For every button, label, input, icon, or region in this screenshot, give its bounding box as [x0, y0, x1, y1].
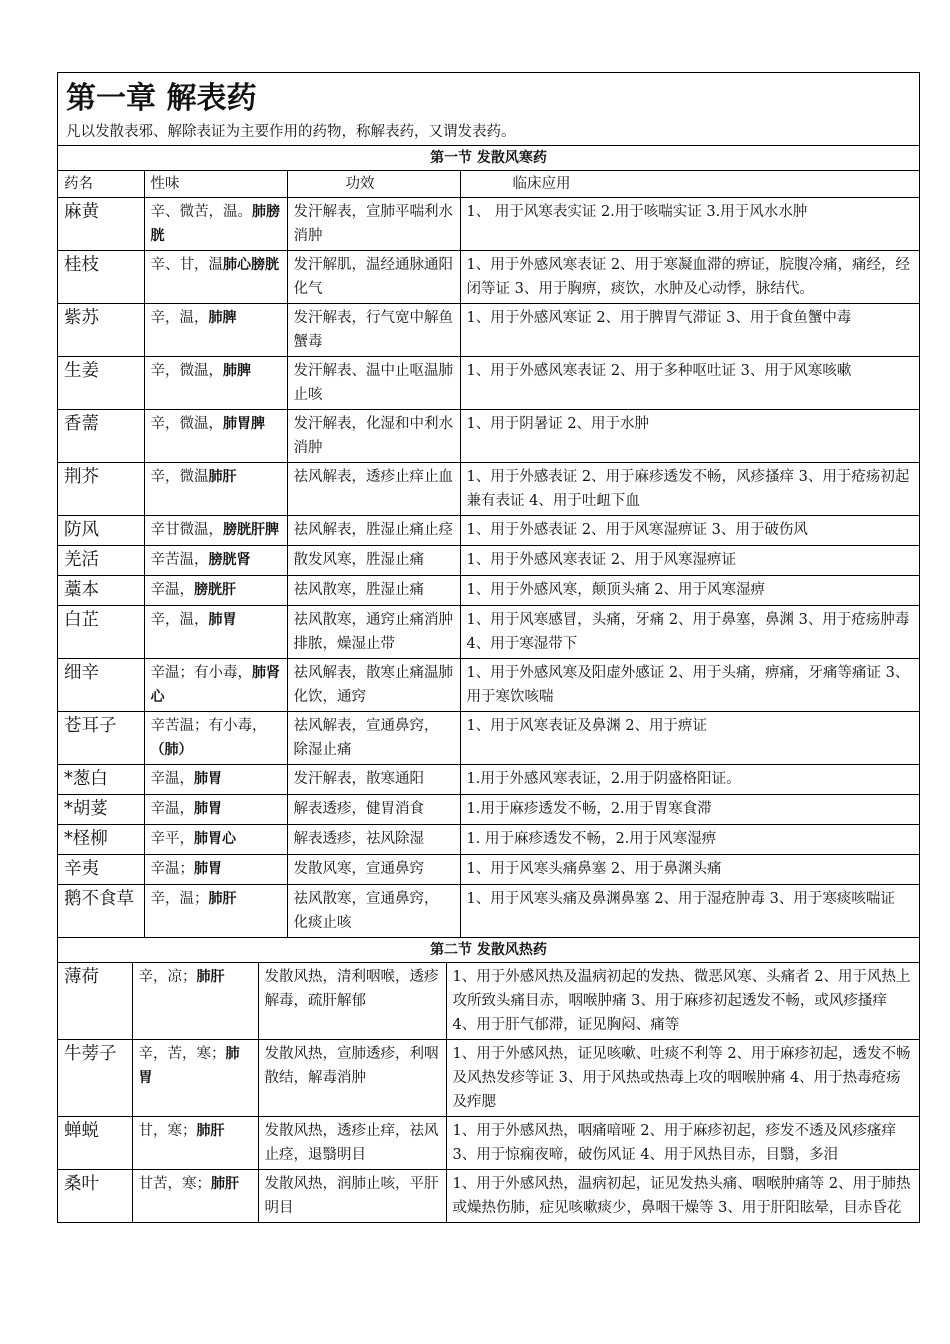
herb-name: 防风 — [58, 516, 144, 546]
herb-effect-text: 发散风热，清利咽喉，透疹解毒，疏肝解郁 — [264, 969, 439, 1009]
herb-effect-text: 发汗解表、温中止呕温肺止咳 — [293, 363, 453, 403]
herb-effect-text-2: 除湿止痛 — [293, 742, 352, 758]
chapter-header — [58, 73, 919, 146]
herb-taste: 辛，微温 — [150, 469, 209, 485]
herb-taste: 辛温， — [150, 771, 194, 787]
herb-effect — [287, 606, 460, 659]
herb-nature — [144, 251, 287, 304]
section-1-table — [58, 171, 919, 938]
table-row — [58, 516, 919, 546]
herb-clinical-use: 1、用于风寒表证及鼻渊 2、用于痹证 — [460, 712, 919, 765]
herb-effect-text: 祛风解表，胜湿止痛止痉 — [293, 522, 453, 538]
herb-name: 蝉蜕 — [58, 1117, 132, 1170]
herb-effect — [287, 251, 460, 304]
herb-taste: 辛，微温， — [150, 363, 223, 379]
herb-meridian: 肺膀胱 — [150, 204, 280, 244]
herb-meridian: 肺肝 — [196, 969, 225, 985]
herb-effect — [258, 1117, 446, 1170]
herb-name: *胡荽 — [58, 795, 144, 825]
herb-name: 桂枝 — [58, 251, 144, 304]
herb-name: 牛蒡子 — [58, 1040, 132, 1117]
herb-effect-text: 发散风热，宣肺透疹，利咽散结，解毒消肿 — [264, 1046, 439, 1086]
herb-meridian: 肺胃心 — [194, 831, 236, 847]
herb-meridian: 肺胃 — [194, 861, 222, 877]
table-row — [58, 606, 919, 659]
herb-clinical-use: 1、用于外感风寒表证 2、用于风寒湿痹证 — [460, 546, 919, 576]
herb-name: 香薷 — [58, 410, 144, 463]
herb-name: 桑叶 — [58, 1170, 132, 1223]
herb-name: 羌活 — [58, 546, 144, 576]
herb-clinical-use: 1、用于外感风热，温病初起，证见发热头痛、咽喉肿痛等 2、用于肺热或燥热伤肺，症见咳嗽痰少，鼻咽干燥等 3、用于肝阳眩晕，目赤昏花 — [446, 1170, 919, 1223]
herb-clinical-use: 1.用于麻疹透发不畅，2.用于胃寒食滞 — [460, 795, 919, 825]
herb-name: 细辛 — [58, 659, 144, 712]
herb-effect — [287, 516, 460, 546]
herb-taste: 辛，温； — [150, 891, 209, 907]
herb-nature — [144, 795, 287, 825]
table-row — [58, 304, 919, 357]
herb-effect — [287, 304, 460, 357]
herb-effect-text: 祛风解表，透疹止痒止血 — [293, 469, 453, 485]
herb-taste: 甘，寒； — [138, 1123, 197, 1139]
table-row — [58, 963, 919, 1040]
herb-taste: 辛，温， — [150, 310, 209, 326]
header-use: 临床应用 — [460, 171, 919, 198]
herb-clinical-use: 1、用于外感风热，咽痛喑哑 2、用于麻疹初起，疹发不透及风疹瘙痒 3、用于惊痫夜啼，破伤风证 4、用于风热目赤，目翳，多泪 — [446, 1117, 919, 1170]
herb-effect — [287, 410, 460, 463]
herb-meridian: 肺肾心 — [150, 665, 280, 705]
table-row — [58, 251, 919, 304]
herb-meridian: 膀胱肝 — [194, 582, 236, 598]
herb-taste: 辛，温， — [150, 612, 209, 628]
herb-nature — [144, 885, 287, 938]
section-2-rows — [58, 963, 919, 1222]
section-2-table — [58, 963, 919, 1222]
section-1-title: 第一节 发散风寒药 — [58, 146, 919, 171]
table-row — [58, 712, 919, 765]
chapter-intro: 凡以发散表邪、解除表证为主要作用的药物，称解表药，又谓发表药。 — [66, 124, 516, 140]
herb-meridian: 膀胱肝脾 — [223, 522, 279, 538]
herb-nature — [132, 963, 258, 1040]
herb-nature — [144, 825, 287, 855]
herb-meridian: （肺） — [150, 742, 193, 758]
herb-effect-text: 解表透疹，祛风除湿 — [293, 831, 424, 847]
herb-effect-text: 发汗解表，行气宽中解鱼蟹毒 — [293, 310, 453, 350]
table-row — [58, 357, 919, 410]
herb-name: 荆芥 — [58, 463, 144, 516]
herb-name: 辛夷 — [58, 855, 144, 885]
herb-nature — [144, 198, 287, 251]
herb-meridian: 肺胃 — [208, 612, 237, 628]
herb-taste: 辛苦温， — [150, 552, 209, 568]
herb-nature — [144, 546, 287, 576]
table-row — [58, 410, 919, 463]
herb-clinical-use: 1、用于外感风寒表证 2、用于寒凝血滞的痹证，脘腹冷痛，痛经，经闭等证 3、用于胸痹，痰饮，水肿及心动悸，脉结代。 — [460, 251, 919, 304]
table-row — [58, 1170, 919, 1223]
herb-meridian: 肺脾 — [208, 310, 237, 326]
herb-meridian: 肺肝 — [196, 1123, 225, 1139]
table-row — [58, 576, 919, 606]
herb-effect — [287, 765, 460, 795]
herb-taste: 辛，凉； — [138, 969, 197, 985]
herb-effect — [287, 546, 460, 576]
herb-effect-text: 发汗解肌，温经通脉通阳化气 — [293, 257, 453, 297]
herb-effect — [287, 855, 460, 885]
herb-nature — [144, 606, 287, 659]
herb-clinical-use: 1、用于外感风寒及阳虚外感证 2、用于头痛，痹痛，牙痛等痛证 3、用于寒饮咳喘 — [460, 659, 919, 712]
herb-meridian: 肺肝 — [208, 891, 237, 907]
herb-effect-text: 发汗解表，散寒通阳 — [293, 771, 424, 787]
herb-name: 白芷 — [58, 606, 144, 659]
herb-clinical-use: 1. 用于麻疹透发不畅，2.用于风寒湿痹 — [460, 825, 919, 855]
herb-nature — [132, 1040, 258, 1117]
document-page — [57, 72, 920, 1223]
herb-taste: 辛、甘，温 — [150, 257, 223, 273]
section-2-title: 第二节 发散风热药 — [58, 938, 919, 963]
header-effect: 功效 — [287, 171, 460, 198]
herb-effect — [287, 198, 460, 251]
herb-clinical-use: 1、用于外感风寒，颠顶头痛 2、用于风寒湿痹 — [460, 576, 919, 606]
herb-effect-text: 发汗解表，化湿和中利水消肿 — [293, 416, 453, 456]
herb-name: *葱白 — [58, 765, 144, 795]
herb-meridian: 肺脾 — [223, 363, 251, 379]
herb-name: 藁本 — [58, 576, 144, 606]
herb-effect — [287, 576, 460, 606]
herb-taste: 辛平， — [150, 831, 194, 847]
herb-clinical-use: 1.用于外感风寒表证，2.用于阴盛格阳证。 — [460, 765, 919, 795]
herb-taste: 辛苦温；有小毒， — [150, 718, 267, 734]
section-1-rows — [58, 198, 919, 938]
table-row — [58, 659, 919, 712]
herb-name: 紫苏 — [58, 304, 144, 357]
table-row — [58, 1117, 919, 1170]
table-row — [58, 795, 919, 825]
herb-nature — [144, 659, 287, 712]
herb-taste: 辛，苦，寒； — [138, 1046, 226, 1062]
herb-taste: 辛甘微温， — [150, 522, 223, 538]
header-taste: 性味 — [144, 171, 287, 198]
herb-taste: 辛温， — [150, 582, 194, 598]
herb-nature — [144, 765, 287, 795]
chapter-title: 第一章 解表药 — [66, 81, 257, 116]
herb-taste: 辛温；有小毒， — [150, 665, 252, 681]
herb-name: 生姜 — [58, 357, 144, 410]
herb-effect-text: 发汗解表，宣肺平喘利水消肿 — [293, 204, 453, 244]
herb-name: 薄荷 — [58, 963, 132, 1040]
herb-clinical-use: 1、用于外感风热及温病初起的发热、微恶风寒、头痛者 2、用于风热上攻所致头痛目赤，咽喉肿痛 3、用于麻疹初起透发不畅，或风疹搔痒 4、用于肝气郁滞，证见胸闷、痛等 — [446, 963, 919, 1040]
herb-clinical-use: 1、用于外感表证 2、用于风寒湿痹证 3、用于破伤风 — [460, 516, 919, 546]
herb-clinical-use: 1、用于外感风寒证 2、用于脾胃气滞证 3、用于食鱼蟹中毒 — [460, 304, 919, 357]
herb-effect-text: 祛风解表，宣通鼻窍， — [293, 718, 439, 734]
table-row — [58, 546, 919, 576]
herb-nature — [144, 576, 287, 606]
herb-effect — [258, 1040, 446, 1117]
herb-nature — [144, 855, 287, 885]
herb-nature — [132, 1170, 258, 1223]
herb-name: 苍耳子 — [58, 712, 144, 765]
table-header-row — [58, 171, 919, 198]
herb-nature — [144, 463, 287, 516]
herb-nature — [132, 1117, 258, 1170]
herb-nature — [144, 410, 287, 463]
table-row — [58, 885, 919, 938]
herb-taste: 辛温； — [150, 861, 194, 877]
herb-taste: 辛温， — [150, 801, 194, 817]
herb-meridian: 肺胃 — [138, 1046, 240, 1086]
herb-effect — [258, 963, 446, 1040]
herb-meridian: 肺胃脾 — [223, 416, 265, 432]
header-name: 药名 — [58, 171, 144, 198]
table-row — [58, 855, 919, 885]
herb-effect-text: 发散风热，润肺止咳，平肝明目 — [264, 1176, 439, 1216]
herb-effect — [287, 795, 460, 825]
herb-meridian: 肺肝 — [211, 1176, 239, 1192]
table-row — [58, 765, 919, 795]
herb-effect — [287, 825, 460, 855]
herb-effect-text: 散发风寒，胜湿止痛 — [293, 552, 424, 568]
herb-effect-text: 祛风散寒，胜湿止痛 — [293, 582, 424, 598]
herb-nature — [144, 516, 287, 546]
herb-meridian: 肺胃 — [194, 801, 222, 817]
herb-effect — [287, 659, 460, 712]
herb-effect — [258, 1170, 446, 1223]
herb-meridian: 肺心膀胱 — [223, 257, 279, 273]
herb-meridian: 肺胃 — [194, 771, 222, 787]
herb-nature — [144, 304, 287, 357]
herb-clinical-use: 1、用于风寒头痛及鼻渊鼻塞 2、用于湿疮肿毒 3、用于寒痰咳喘证 — [460, 885, 919, 938]
herb-taste: 甘苦，寒； — [138, 1176, 211, 1192]
table-row — [58, 825, 919, 855]
herb-meridian: 膀胱肾 — [208, 552, 251, 568]
table-row — [58, 198, 919, 251]
herb-clinical-use: 1、用于外感风热，证见咳嗽、吐痰不利等 2、用于麻疹初起，透发不畅及风热发疹等证 3、用于风热或热毒上攻的咽喉肿痛 4、用于热毒疮疡及痄腮 — [446, 1040, 919, 1117]
herb-effect — [287, 885, 460, 938]
herb-name: 麻黄 — [58, 198, 144, 251]
herb-effect-text: 解表透疹，健胃消食 — [293, 801, 424, 817]
herb-clinical-use: 1、 用于风寒表实证 2.用于咳喘实证 3.用于风水水肿 — [460, 198, 919, 251]
herb-clinical-use: 1、用于外感风寒表证 2、用于多种呕吐证 3、用于风寒咳嗽 — [460, 357, 919, 410]
herb-effect-text: 祛风散寒，宣通鼻窍， — [293, 891, 439, 907]
herb-nature — [144, 357, 287, 410]
herb-effect-text: 祛风散寒，通窍止痛消肿排脓，燥湿止带 — [293, 612, 453, 652]
herb-effect — [287, 463, 460, 516]
herb-clinical-use: 1、用于风寒感冒，头痛，牙痛 2、用于鼻塞，鼻渊 3、用于疮疡肿毒 4、用于寒湿带下 — [460, 606, 919, 659]
herb-effect — [287, 357, 460, 410]
herb-effect-text: 祛风解表，散寒止痛温肺化饮，通窍 — [293, 665, 453, 705]
herb-taste: 辛，微温， — [150, 416, 223, 432]
herb-effect-text: 发散风寒，宣通鼻窍 — [293, 861, 424, 877]
herb-meridian: 肺肝 — [208, 469, 237, 485]
herb-taste: 辛、微苦，温。 — [150, 204, 252, 220]
herb-name: 鹅不食草 — [58, 885, 144, 938]
herb-clinical-use: 1、用于风寒头痛鼻塞 2、用于鼻渊头痛 — [460, 855, 919, 885]
herb-effect-text-2: 化痰止咳 — [293, 915, 352, 931]
herb-effect — [287, 712, 460, 765]
herb-clinical-use: 1、用于阴暑证 2、用于水肿 — [460, 410, 919, 463]
herb-clinical-use: 1、用于外感表证 2、用于麻疹透发不畅，风疹搔痒 3、用于疮疡初起兼有表证 4、用于吐衄下血 — [460, 463, 919, 516]
herb-effect-text: 发散风热，透疹止痒，祛风止痉，退翳明目 — [264, 1123, 439, 1163]
herb-nature — [144, 712, 287, 765]
table-row — [58, 1040, 919, 1117]
herb-name: *柽柳 — [58, 825, 144, 855]
table-row — [58, 463, 919, 516]
